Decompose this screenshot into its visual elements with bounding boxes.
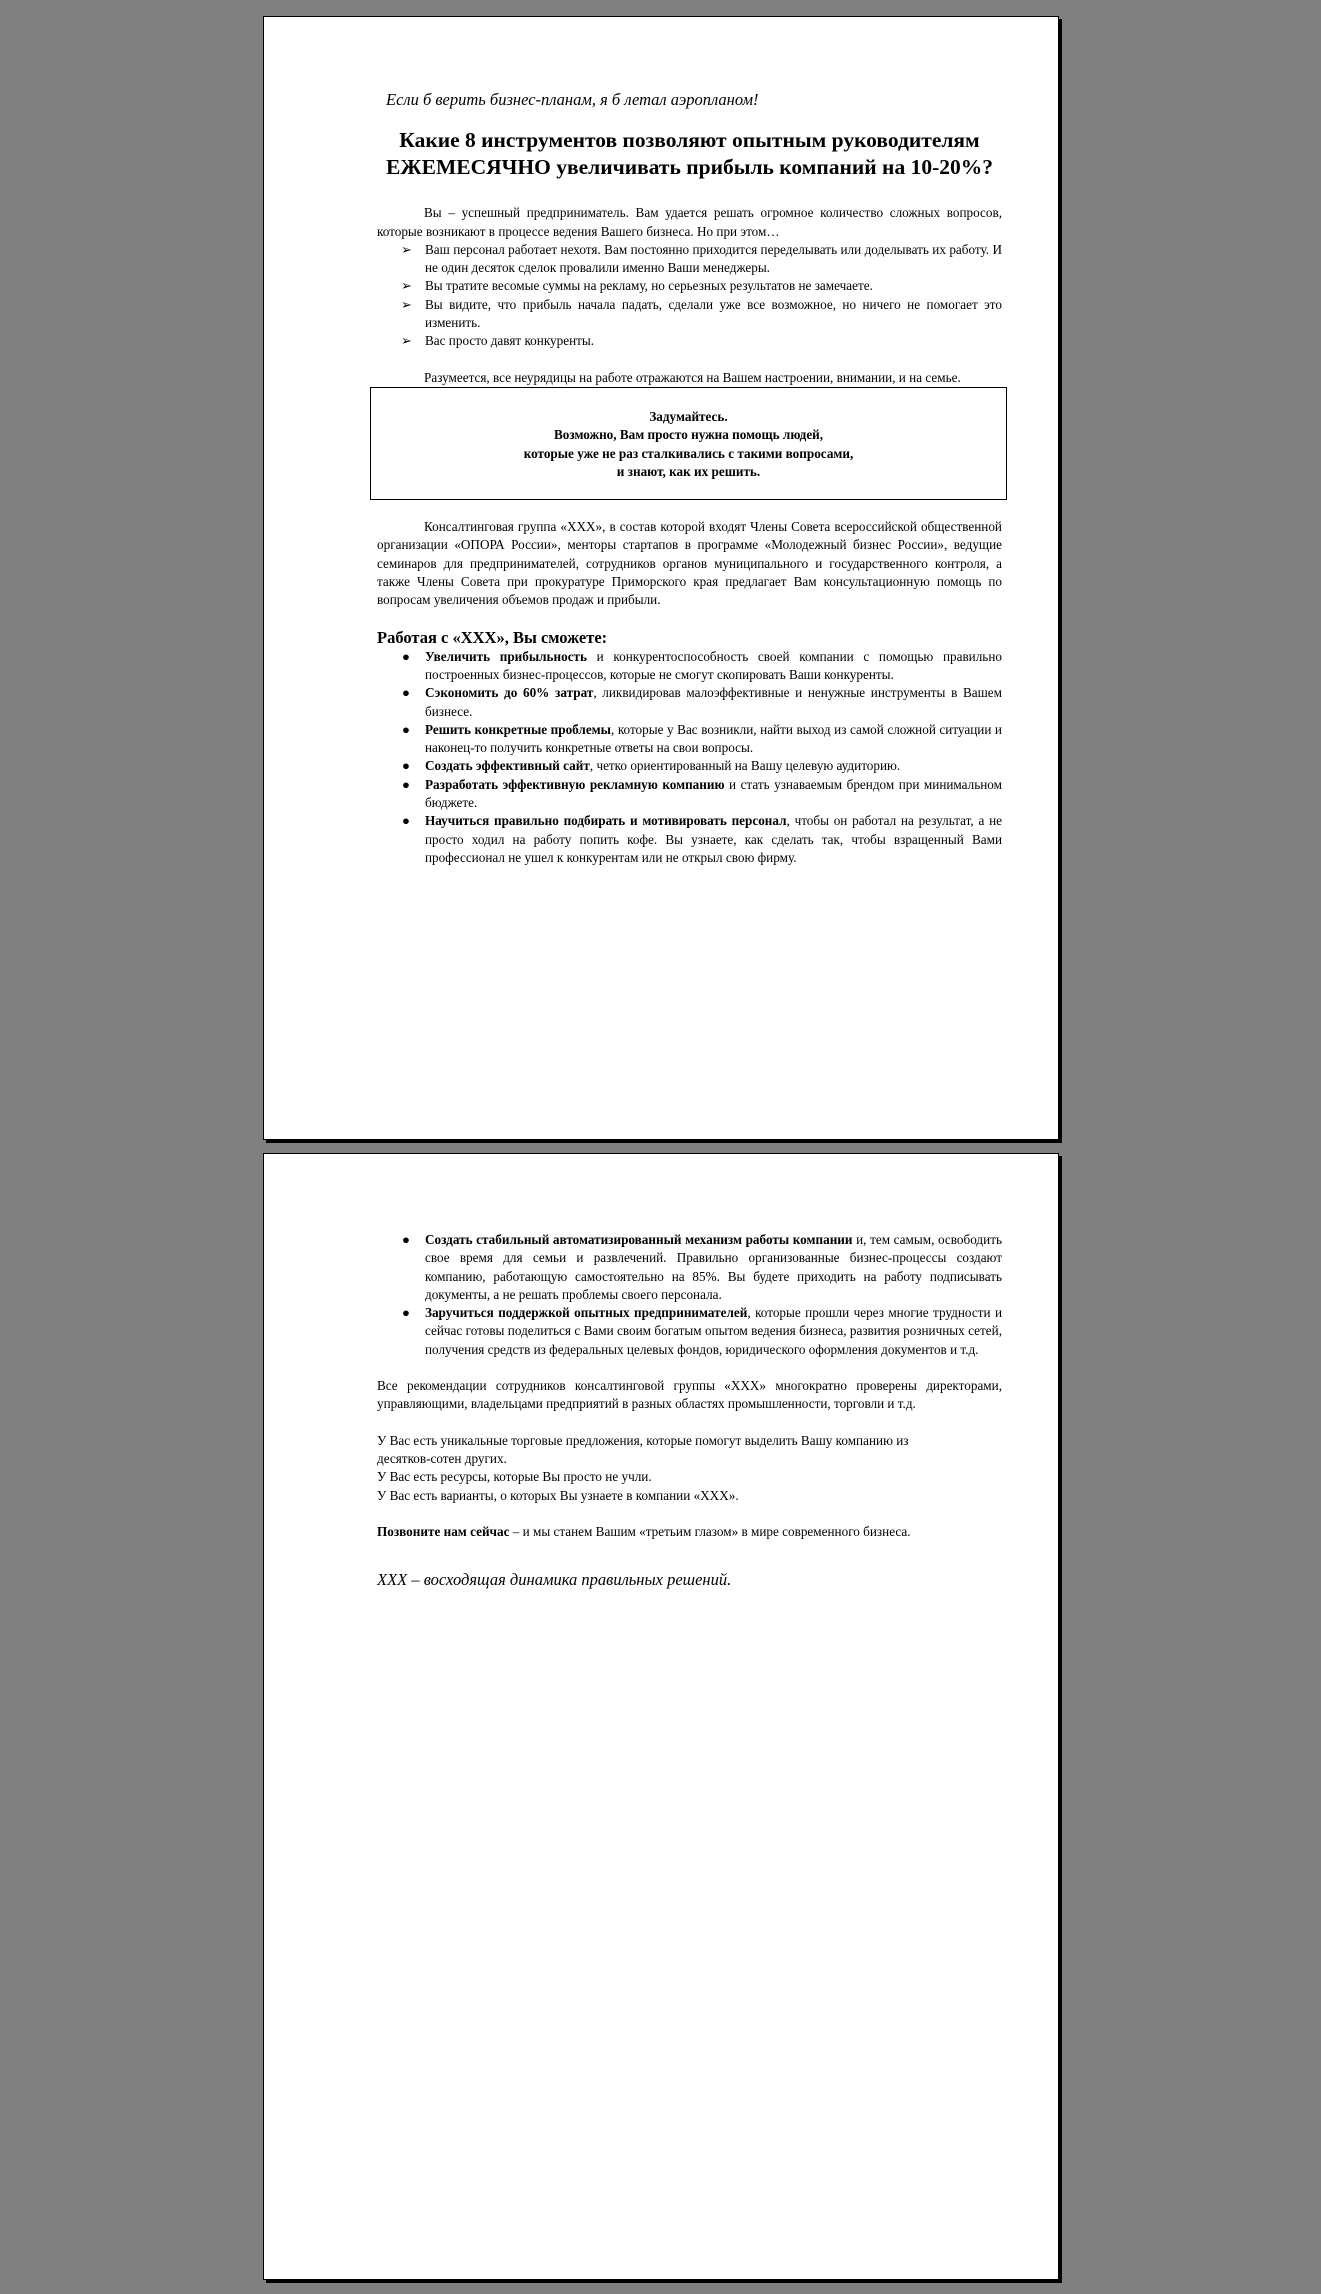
page-2-content	[377, 1231, 1002, 1589]
list-item: ➢ Вы видите, что прибыль начала падать, сделали уже все возможное, но ничего не помогает это изменить.	[401, 296, 1002, 331]
intro-paragraph: Вы – успешный предприниматель. Вам удается решать огромное количество сложных вопросов, которые возникают в процессе ведения Вашего бизнеса. Но при этом…	[377, 205, 1002, 239]
callout-line: и знают, как их решить.	[616, 463, 761, 479]
arrow-bullet-icon: ➢	[401, 296, 413, 312]
dot-bullet-icon: ●	[402, 813, 410, 829]
list-item: ● Увеличить прибыльность и конкурентоспособность своей компании с помощью правильно построенных бизнес-процессов, которые не смогут скопировать Ваши конкуренты.	[402, 648, 1002, 682]
consequence-paragraph: Разумеется, все неурядицы на работе отражаются на Вашем настроении, внимании, и на семье.	[424, 369, 961, 385]
list-item: ● Решить конкретные проблемы, которые у Вас возникли, найти выход из самой сложной ситуации и наконец-то получить конкретные ответы на свои вопросы.	[402, 721, 1002, 756]
dot-bullet-icon: ●	[402, 1305, 410, 1321]
list-item: ● Создать эффективный сайт, четко ориентированный на Вашу целевую аудиторию.	[377, 757, 1002, 775]
arrow-bullet-icon: ➢	[401, 241, 413, 257]
callout-line: которые уже не раз сталкивались с такими вопросами,	[523, 445, 854, 461]
list-item: ● Создать стабильный автоматизированный механизм работы компании и, тем самым, освободить свое время для семьи и развлечений. Правильно организованные бизнес-процессы создают компанию, работающую самостоятельно на 85%. Вы будете приходить на работу подписывать документы, а не решать проблемы своего персонала.	[402, 1232, 1002, 1302]
about-paragraph: Консалтинговая группа «ХХХ», в состав которой входят Члены Совета всероссийской общественной организации «ОПОРА России», менторы стартапов в программе «Молодежный бизнес России», ведущие семинаров для предпринимателей, сотрудников органов муниципального и государственного контроля, а также Члены Совета при прокуратуре Приморского края предлагает Вам консультационную помощь по вопросам увеличения объемов продаж и прибыли.	[377, 519, 1002, 608]
list-item: ➢ Вас просто давят конкуренты.	[377, 332, 1002, 350]
arrow-bullet-icon: ➢	[401, 278, 413, 294]
dot-bullet-icon: ●	[402, 758, 410, 774]
call-to-action: Позвоните нам сейчас – и мы станем Вашим «третьим глазом» в мире современного бизнеса.	[377, 1523, 911, 1539]
list-item: ➢ Ваш персонал работает нехотя. Вам постоянно приходится переделывать или доделывать их работу. И не один десяток сделок провалили именно Ваши менеджеры.	[401, 241, 1002, 276]
dot-bullet-icon: ●	[402, 721, 410, 737]
list-item: ● Сэкономить до 60% затрат, ликвидировав малоэффективные и ненужные инструменты в Вашем бизнесе.	[402, 685, 1002, 719]
callout-line: Задумайтесь.	[649, 408, 728, 424]
callout-box	[370, 387, 1007, 500]
offer-line: У Вас есть ресурсы, которые Вы просто не учли.	[377, 1469, 652, 1485]
offer-line: У Вас есть уникальные торговые предложения, которые помогут выделить Вашу компанию из десятков-сотен других.	[377, 1432, 909, 1466]
arrow-bullet-icon: ➢	[401, 333, 413, 349]
verified-paragraph: Все рекомендации сотрудников консалтинговой группы «ХХХ» многократно проверены директорами, управляющими, владельцами предприятий в разных областях промышленности, торговли и т.д.	[377, 1378, 1002, 1412]
benefits-list	[377, 648, 1002, 868]
page-1-content	[377, 91, 1002, 867]
epigraph: Если б верить бизнес-планам, я б летал аэропланом!	[386, 90, 759, 109]
problems-list	[377, 241, 1002, 351]
callout-line: Возможно, Вам просто нужна помощь людей,	[553, 427, 824, 443]
dot-bullet-icon: ●	[402, 648, 410, 664]
dot-bullet-icon: ●	[402, 776, 410, 792]
benefits-list-continued	[377, 1231, 1002, 1359]
list-item: ● Научиться правильно подбирать и мотивировать персонал, чтобы он работал на результат, а не просто ходил на работу попить кофе. Вы узнаете, как сделать так, чтобы взращенный Вами профессионал не ушел к конкурентам или не открыл свою фирму.	[402, 813, 1002, 865]
document-title: Какие 8 инструментов позволяют опытным руководителям ЕЖЕМЕСЯЧНО увеличивать прибыль компаний на 10-20%?	[386, 128, 993, 180]
list-item: ➢ Вы тратите весомые суммы на рекламу, но серьезных результатов не замечаете.	[377, 277, 1002, 295]
dot-bullet-icon: ●	[402, 685, 410, 701]
slogan: ХХХ – восходящая динамика правильных решений.	[377, 1570, 732, 1590]
document-page-2	[263, 1153, 1059, 2280]
offers-block	[377, 1432, 937, 1505]
offer-line: У Вас есть варианты, о которых Вы узнаете в компании «ХХХ».	[377, 1487, 739, 1503]
dot-bullet-icon: ●	[402, 1232, 410, 1247]
benefits-heading: Работая с «ХХХ», Вы сможете:	[377, 627, 608, 647]
list-item: ● Заручиться поддержкой опытных предпринимателей, которые прошли через многие трудности и сейчас готовы поделиться с Вами своим богатым опытом ведения бизнеса, развития розничных сетей, получения средств из федеральных целевых фондов, юридического оформления документов и т.д.	[402, 1305, 1002, 1357]
document-page-1	[263, 16, 1059, 1140]
list-item: ● Разработать эффективную рекламную компанию и стать узнаваемым брендом при минимальном бюджете.	[402, 776, 1002, 811]
